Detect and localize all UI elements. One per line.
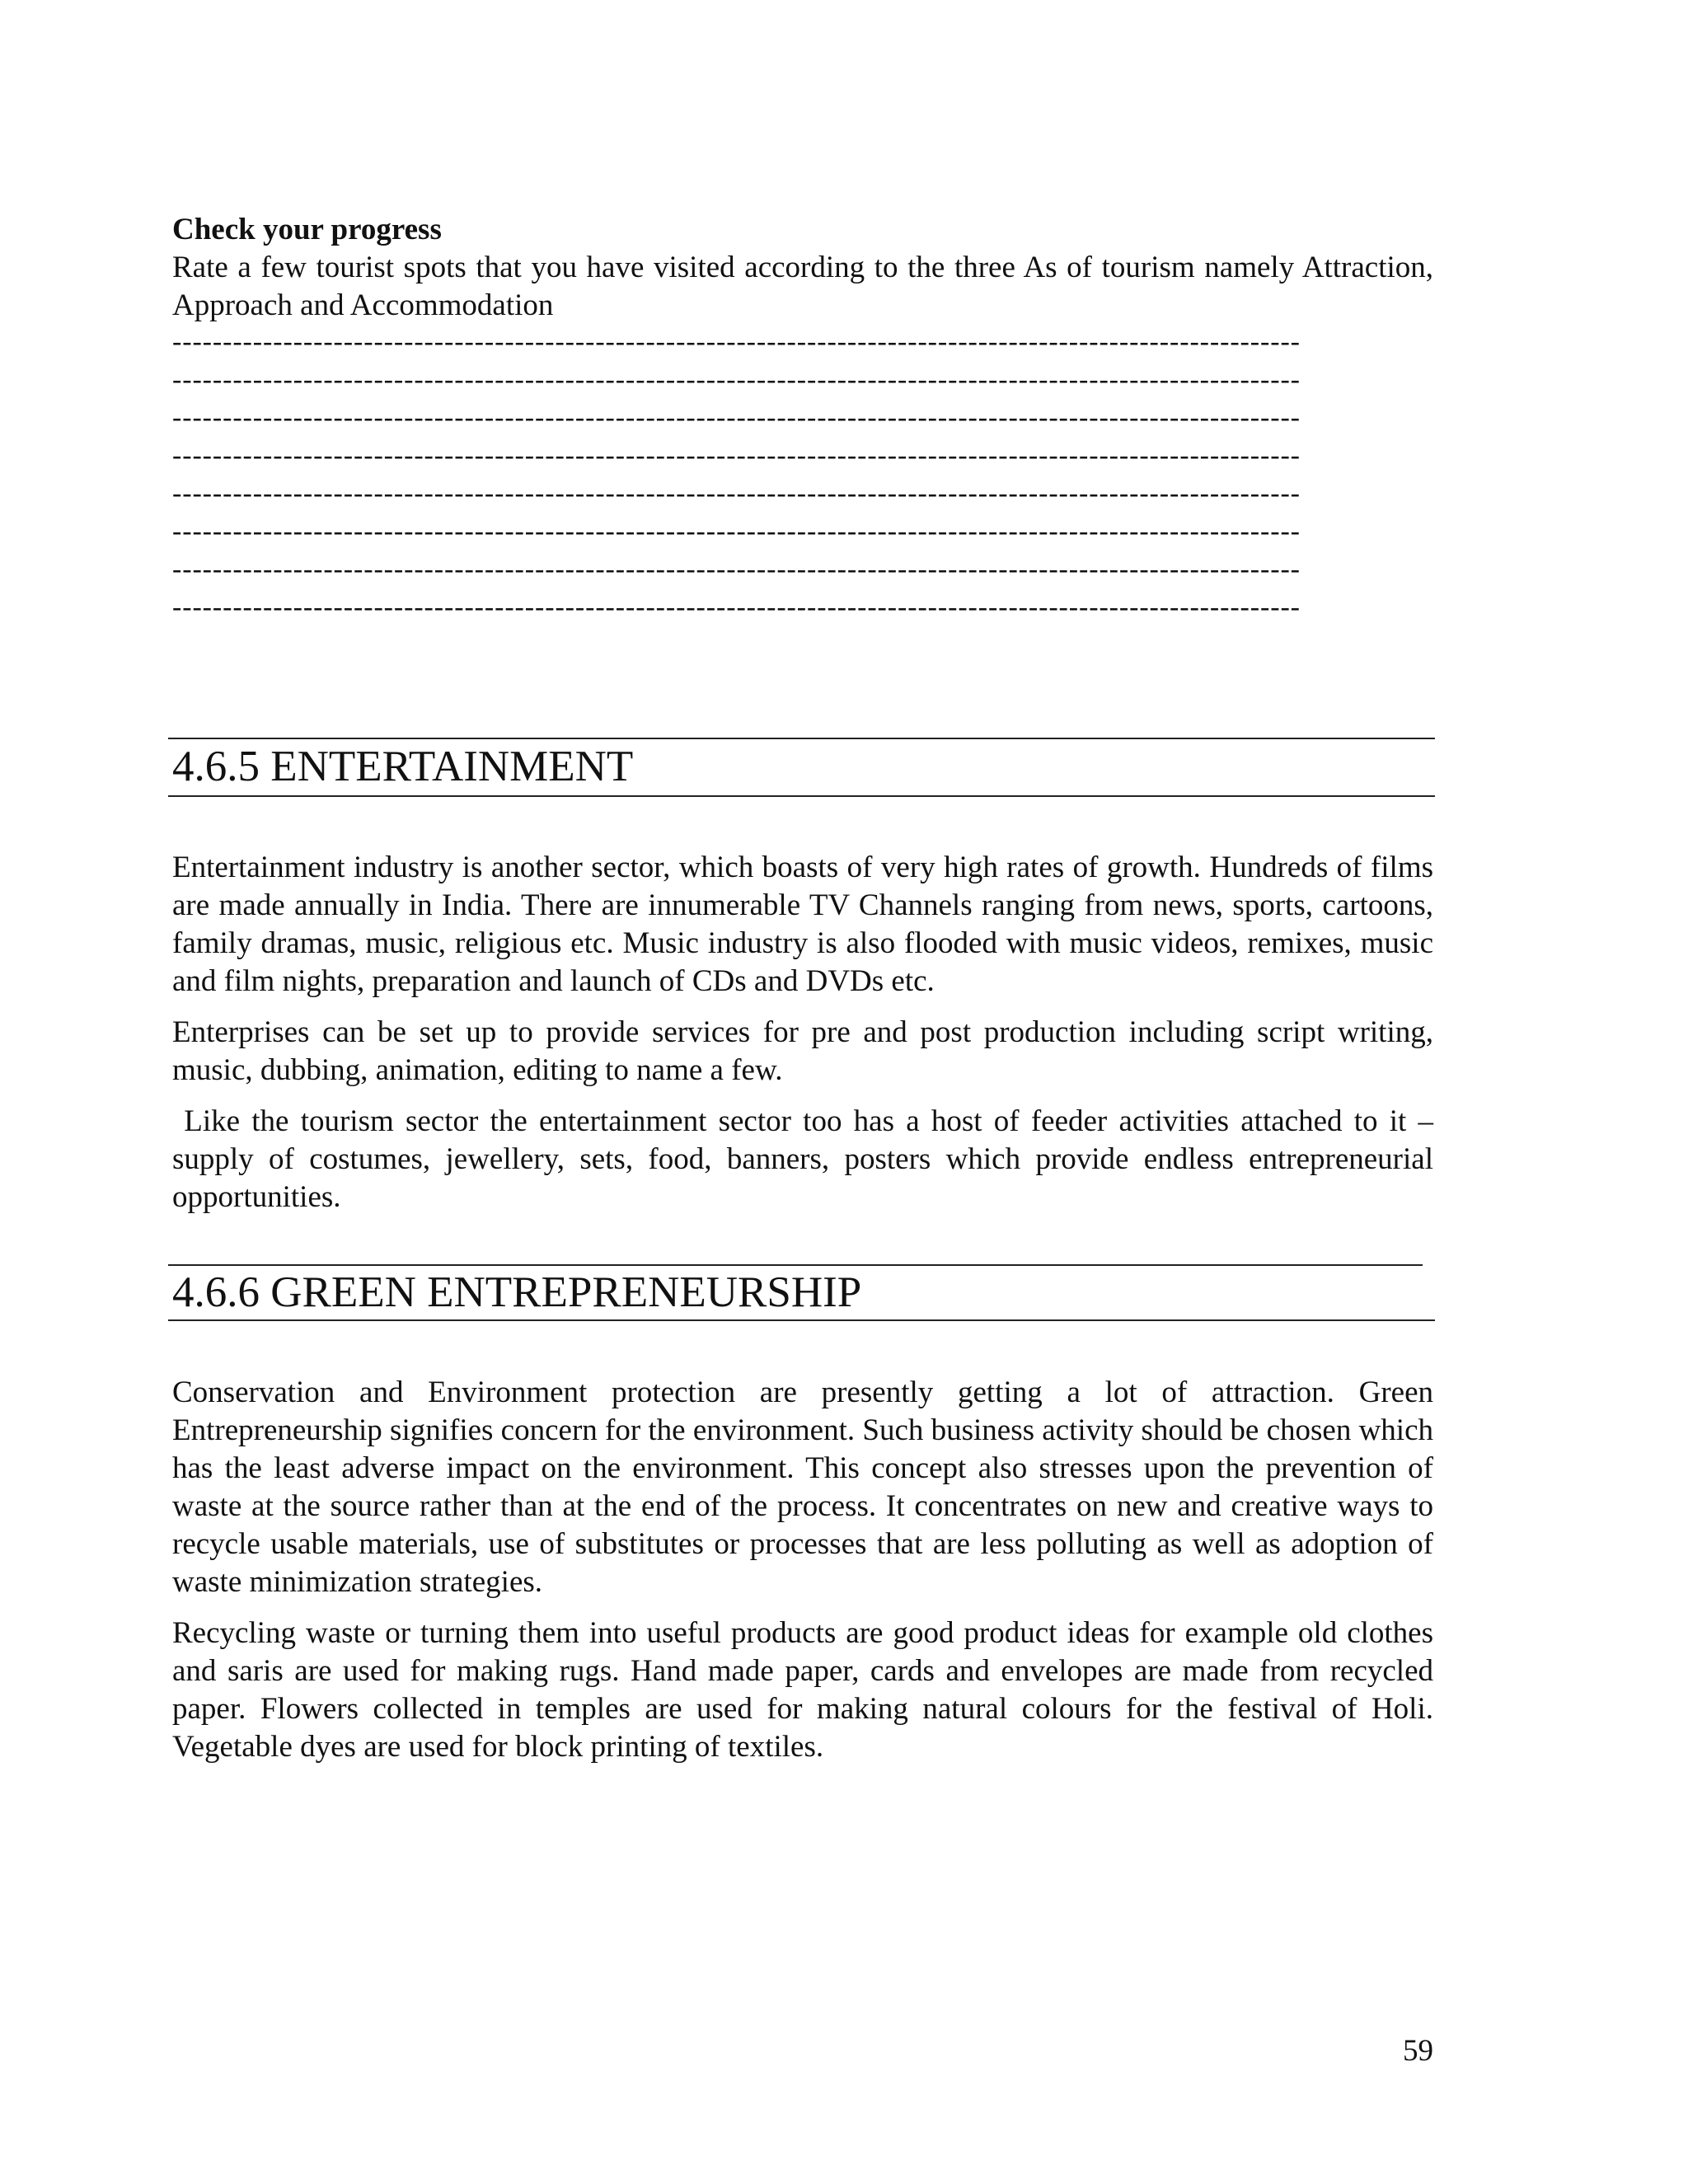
answer-lines (172, 323, 1425, 626)
answer-line: ---------------------------------------------------------------------------------------------------------------- (172, 326, 1301, 357)
body-paragraph: Enterprises can be set up to provide services for pre and post production including script writing, music, dubbing, animation, editing to name a few. (172, 1015, 1433, 1087)
section-rule-bottom (168, 795, 1435, 797)
section-rule-top (168, 738, 1435, 739)
page-number: 59 (1403, 2034, 1433, 2068)
answer-line: ---------------------------------------------------------------------------------------------------------------- (172, 516, 1301, 546)
body-paragraph: Conservation and Environment protection are presently getting a lot of attraction. Green Entrepreneurship signifies concern for the environment. Such business activity should be chosen which has the least adverse impact on the environment. This concept also stresses upon the prevention of waste at the source rather than at the end of the process. It concentrates on new and creative ways to recycle usable materials, use of substitutes or processes that are less polluting as well as adoption of waste minimization strategies. (172, 1376, 1433, 1599)
answer-line: ---------------------------------------------------------------------------------------------------------------- (172, 478, 1301, 509)
check-progress-heading: Check your progress (172, 213, 442, 246)
answer-line: ---------------------------------------------------------------------------------------------------------------- (172, 364, 1301, 395)
section-title-entertainment: 4.6.5 ENTERTAINMENT (172, 743, 634, 790)
body-paragraph: Recycling waste or turning them into useful products are good product ideas for example old clothes and saris are used for making rugs. Hand made paper, cards and envelopes are made from recycled paper. Flowers collected in temples are used for making natural colours for the festival of Holi. Vegetable dyes are used for block printing of textiles. (172, 1616, 1433, 1764)
section-rule-bottom (168, 1319, 1435, 1321)
answer-line: ---------------------------------------------------------------------------------------------------------------- (172, 554, 1301, 584)
entertainment-body (172, 849, 1442, 1216)
check-progress-prompt-text: Rate a few tourist spots that you have visited according to the three As of tourism namely Attraction, Approach and Accommodation (172, 251, 1433, 322)
section-title-green-entrepreneurship: 4.6.6 GREEN ENTREPRENEURSHIP (172, 1268, 862, 1316)
document-page (172, 0, 1442, 2184)
green-entrepreneurship-body (172, 1374, 1433, 1766)
section-rule-top (168, 1264, 1423, 1266)
check-progress-prompt (172, 249, 1433, 325)
answer-line: ---------------------------------------------------------------------------------------------------------------- (172, 440, 1301, 471)
answer-line: ---------------------------------------------------------------------------------------------------------------- (172, 592, 1301, 622)
answer-line: ---------------------------------------------------------------------------------------------------------------- (172, 402, 1301, 433)
body-paragraph: Like the tourism sector the entertainment sector too has a host of feeder activities attached to it – supply of costumes, jewellery, sets, food, banners, posters which provide endless entrepreneurial opportunities. (172, 1104, 1442, 1214)
body-paragraph: Entertainment industry is another sector, which boasts of very high rates of growth. Hundreds of films are made annually in India. There are innumerable TV Channels ranging from news, sports, cartoons, family dramas, music, religious etc. Music industry is also flooded with music videos, remixes, music and film nights, preparation and launch of CDs and DVDs etc. (172, 851, 1433, 998)
